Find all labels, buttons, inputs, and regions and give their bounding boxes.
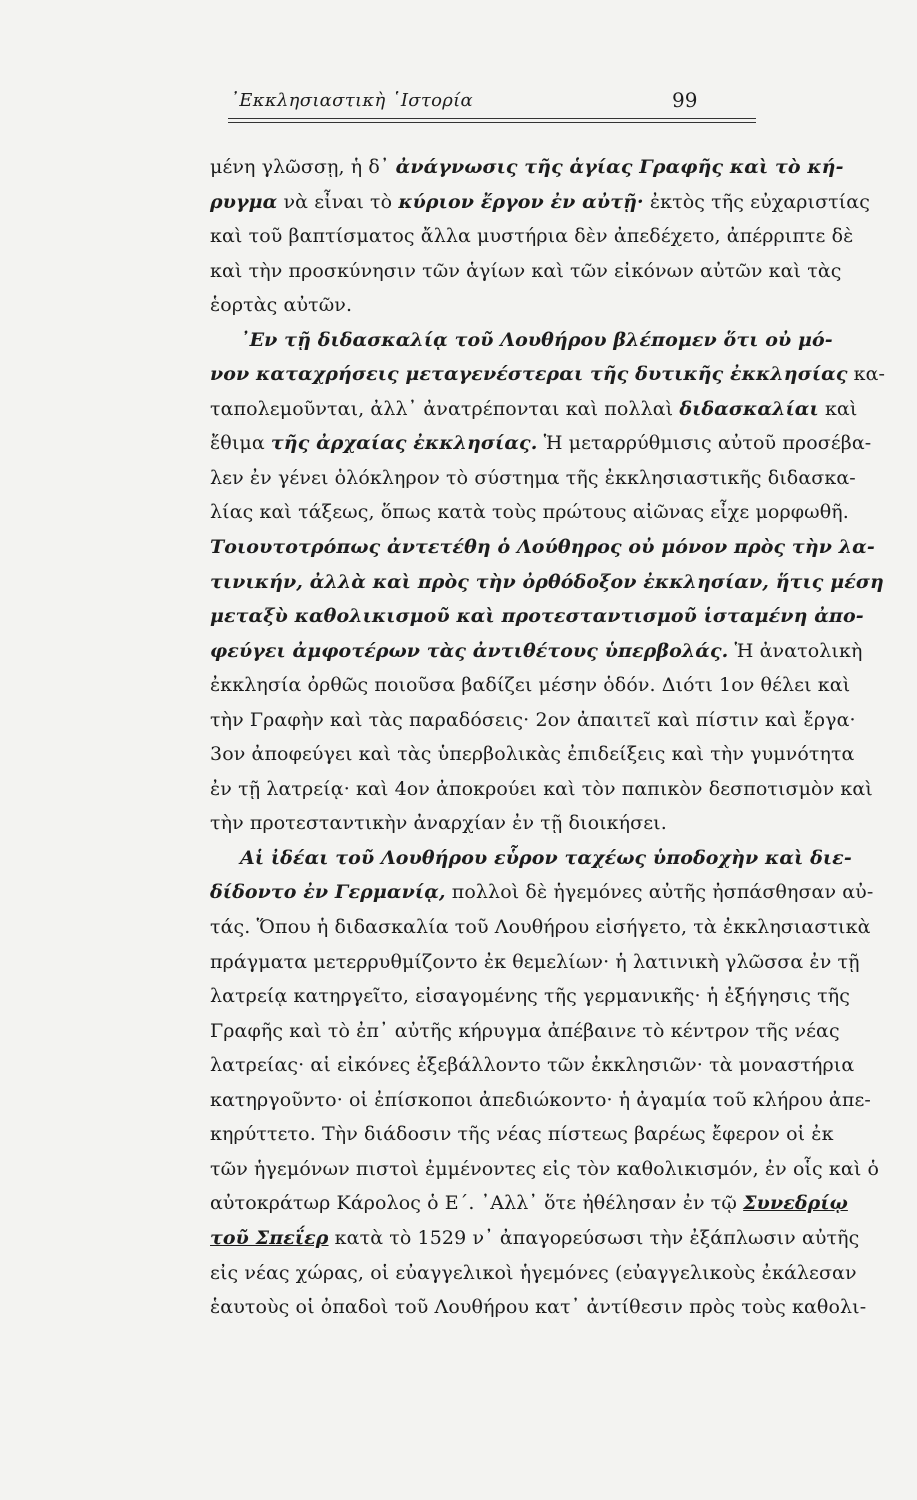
header-rule-bottom <box>228 122 756 123</box>
page-number: 99 <box>672 88 698 112</box>
emphasized-text: Συνεδρίῳ <box>743 1192 848 1215</box>
text-line <box>210 841 852 876</box>
text-span: λατρείας· αἱ εἰκόνες ἐξεβάλλοντο τῶν ἐκκλησιῶν· τὰ μοναστήρια <box>210 1054 855 1077</box>
text-line <box>210 219 854 254</box>
text-span: Ἡ μεταρρύθμισις αὐτοῦ προσέβα- <box>537 432 872 455</box>
text-span: καὶ τὴν προσκύνησιν τῶν ἁγίων καὶ τῶν εἰκόνων αὐτῶν καὶ τὰς <box>210 259 842 282</box>
text-span: αὐτοκράτωρ Κάρολος ὁ Ε΄. ᾿Αλλ᾿ ὅτε ἠθέλησαν ἐν τῷ <box>210 1192 744 1215</box>
emphasized-text: νον καταχρήσεις μεταγενέστεραι τῆς δυτικῆς ἐκκλησίας <box>210 363 848 386</box>
text-line <box>210 945 860 980</box>
text-span: ταπολεμοῦνται, ἀλλ᾿ ἀνατρέπονται καὶ πολλαὶ <box>210 397 680 420</box>
text-line <box>210 1014 840 1049</box>
text-span: τῶν ἡγεμόνων πιστοὶ ἐμμένοντες εἰς τὸν καθολικισμόν, ἐν οἷς καὶ ὁ <box>210 1157 880 1180</box>
text-span: λατρείᾳ κατηργεῖτο, εἰσαγομένης τῆς γερμανικῆς· ἡ ἐξήγησις τῆς <box>210 985 850 1008</box>
text-span: 3ον ἀποφεύγει καὶ τὰς ὑπερβολικὰς ἐπιδείξεις καὶ τὴν γυμνότητα <box>210 743 855 766</box>
header-rule-top <box>228 118 756 119</box>
emphasized-text: μεταξὺ καθολικισμοῦ καὶ προτεσταντισμοῦ ἱσταμένη ἀπο- <box>210 605 864 628</box>
text-span: πολλοὶ δὲ ἡγεμόνες αὐτῆς ἠσπάσθησαν αὐ- <box>445 881 874 904</box>
emphasized-text: ᾿Εν τῇ διδασκαλίᾳ τοῦ Λουθήρου βλέπομεν ὅτι οὐ μό- <box>240 328 833 351</box>
emphasized-text: Τοιουτοτρόπως ἀντετέθη ὁ Λούθηρος οὐ μόνον πρὸς τὴν λα- <box>210 536 875 559</box>
text-line <box>210 703 856 738</box>
text-span: νὰ εἶναι τὸ <box>277 190 399 213</box>
emphasized-text: φεύγει ἀμφοτέρων τὰς ἀντιθέτους ὑπερβολάς. <box>210 639 729 662</box>
text-span: κατηργοῦντο· οἱ ἐπίσκοποι ἀπεδιώκοντο· ἡ ἀγαμία τοῦ κλήρου ἀπε- <box>210 1088 871 1111</box>
emphasized-text: τινικήν, ἀλλὰ καὶ πρὸς τὴν ὀρθόδοξον ἐκκλησίαν, ἥτις μέση <box>210 570 884 593</box>
text-span: ἐκτὸς τῆς εὐχαριστίας <box>643 190 870 213</box>
emphasized-text: ἀνάγνωσις τῆς ἁγίας Γραφῆς καὶ τὸ κή- <box>395 156 844 178</box>
text-line <box>210 1117 834 1152</box>
text-line <box>210 392 858 427</box>
text-line <box>210 1256 857 1291</box>
text-line <box>210 1152 880 1187</box>
text-line <box>210 530 875 565</box>
text-line <box>210 1083 871 1118</box>
text-line <box>210 979 850 1014</box>
text-span: τὴν προτεσταντικὴν ἀναρχίαν ἐν τῇ διοικήσει. <box>210 812 667 835</box>
emphasized-text: τοῦ Σπεΐερ <box>210 1226 329 1249</box>
text-line <box>210 357 886 392</box>
emphasized-text: τῆς ἀρχαίας ἐκκλησίας. <box>270 432 538 455</box>
text-span: κα- <box>847 363 886 386</box>
text-line <box>210 495 849 530</box>
emphasized-text: δίδοντο ἐν Γερμανίᾳ, <box>210 881 446 904</box>
text-span: ἑορτὰς αὐτῶν. <box>210 294 353 317</box>
text-span: καὶ <box>818 397 858 420</box>
text-line <box>210 737 855 772</box>
text-span: τάς. Ὅπου ἡ διδασκαλία τοῦ Λουθήρου εἰσήγετο, τὰ ἐκκλησιαστικὰ <box>210 916 871 939</box>
text-line <box>210 288 750 323</box>
body-text <box>210 150 886 1325</box>
text-line <box>210 634 863 669</box>
running-title: ᾿Εκκλησιαστικὴ ῾Ιστορία <box>230 90 473 111</box>
text-span: κατὰ τὸ 1529 ν᾿ ἀπαγορεύσωσι τὴν ἐξάπλωσιν αὐτῆς <box>328 1226 860 1249</box>
text-line <box>210 1290 867 1325</box>
text-span: ἔθιμα <box>210 432 271 455</box>
text-line <box>210 323 833 358</box>
text-line <box>210 461 856 496</box>
text-line <box>210 806 750 841</box>
text-span: Γραφῆς καὶ τὸ ἐπ᾿ αὐτῆς κήρυγμα ἀπέβαινε τὸ κέντρον τῆς νέας <box>210 1019 840 1042</box>
text-line <box>210 565 884 600</box>
text-line <box>210 875 874 910</box>
text-span: εἰς νέας χώρας, οἱ εὐαγγελικοὶ ἡγεμόνες (εὐαγγελικοὺς ἐκάλεσαν <box>210 1261 857 1284</box>
text-span: πράγματα μετερρυθμίζοντο ἐκ θεμελίων· ἡ λατινικὴ γλῶσσα ἐν τῇ <box>210 950 860 973</box>
text-span: λεν ἐν γένει ὁλόκληρον τὸ σύστημα τῆς ἐκκλησιαστικῆς διδασκα- <box>210 466 856 489</box>
text-line <box>210 599 864 634</box>
text-span: Ἡ ἀνατολικὴ <box>728 639 863 662</box>
text-line <box>210 426 872 461</box>
text-span: τὴν Γραφὴν καὶ τὰς παραδόσεις· 2ον ἀπαιτεῖ καὶ πίστιν καὶ ἔργα· <box>210 708 856 731</box>
text-span: μένη γλῶσσῃ, ἡ δ᾿ <box>210 156 396 178</box>
text-span: καὶ τοῦ βαπτίσματος ἄλλα μυστήρια δὲν ἀπεδέχετο, ἀπέρριπτε δὲ <box>210 225 854 248</box>
text-line <box>210 254 842 289</box>
emphasized-text: κύριον ἔργον ἐν αὐτῇ· <box>398 190 644 213</box>
text-line <box>210 910 871 945</box>
text-span: ἑαυτοὺς οἱ ὀπαδοὶ τοῦ Λουθήρου κατ᾿ ἀντίθεσιν πρὸς τοὺς καθολι- <box>210 1296 867 1319</box>
emphasized-text: ρυγμα <box>210 190 278 213</box>
text-span: ἐν τῇ λατρείᾳ· καὶ 4ον ἀποκρούει καὶ τὸν παπικὸν δεσποτισμὸν καὶ <box>210 777 873 800</box>
text-line <box>210 772 873 807</box>
emphasized-text: Αἱ ἰδέαι τοῦ Λουθήρου εὗρον ταχέως ὑποδοχὴν καὶ διε- <box>240 846 852 869</box>
text-span: ἐκκλησία ὀρθῶς ποιοῦσα βαδίζει μέσην ὁδόν. Διότι 1ον θέλει καὶ <box>210 674 851 697</box>
text-line <box>210 668 851 703</box>
text-line <box>210 1048 855 1083</box>
emphasized-text: διδασκαλίαι <box>679 397 819 420</box>
text-line <box>210 185 870 220</box>
text-line <box>210 150 844 185</box>
text-line <box>210 1221 860 1256</box>
text-span: λίας καὶ τάξεως, ὅπως κατὰ τοὺς πρώτους αἰῶνας εἶχε μορφωθῆ. <box>210 501 849 524</box>
text-span: κηρύττετο. Τὴν διάδοσιν τῆς νέας πίστεως βαρέως ἔφερον οἱ ἐκ <box>210 1123 834 1146</box>
text-line <box>210 1186 848 1221</box>
